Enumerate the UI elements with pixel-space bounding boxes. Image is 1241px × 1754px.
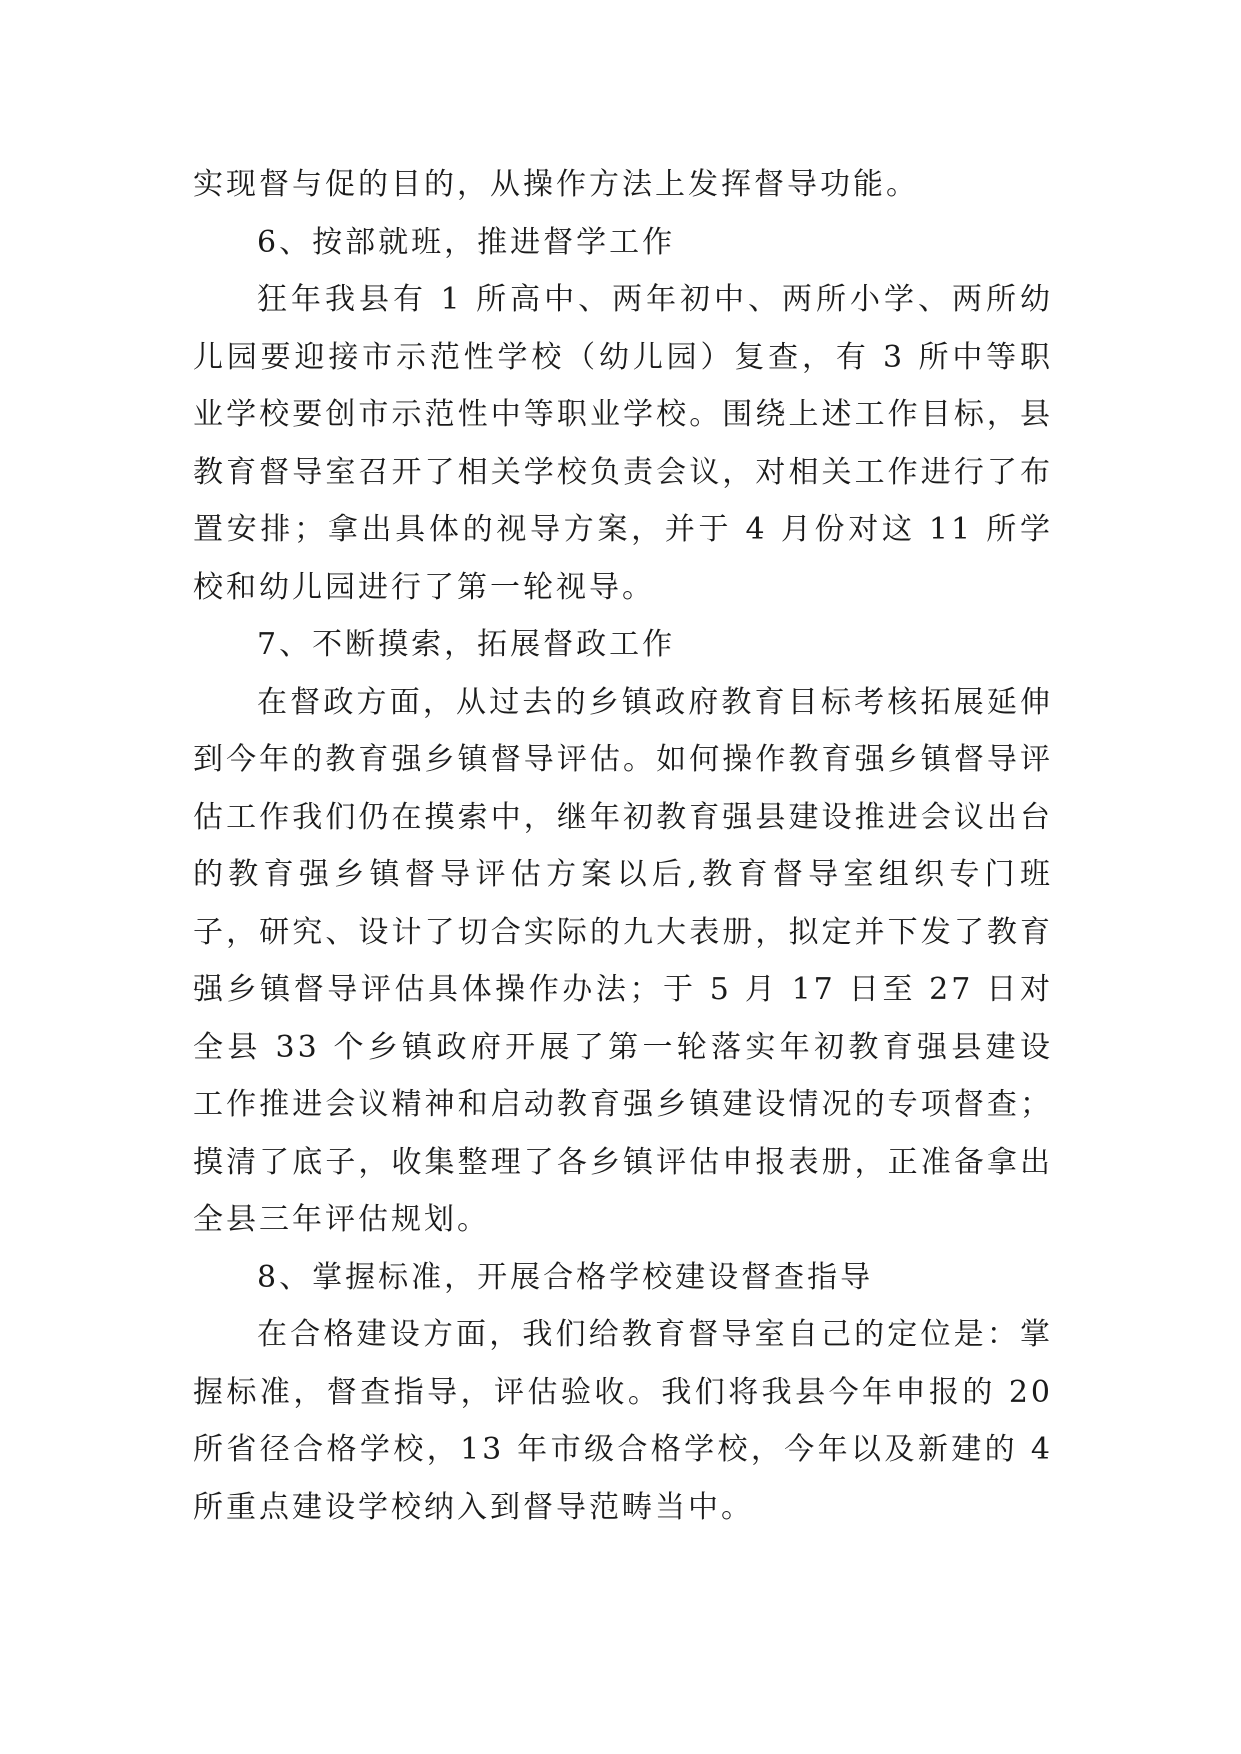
heading-7: 7、不断摸索，拓展督政工作 xyxy=(257,627,676,662)
heading-6: 6、按部就班，推进督学工作 xyxy=(257,224,676,260)
document-body xyxy=(193,156,1053,1536)
heading-8: 8、掌握标准，开展合格学校建设督查指导 xyxy=(257,1259,874,1295)
paragraph-2: 狂年我县有 1 所高中、两年初中、两所小学、两所幼儿园要迎接市示范性学校（幼儿园）复查，有 3 所中等职业学校要创市示范性中等职业学校。围绕上述工作目标，县教育督导室召开了相关学校负责会议，对相关工作进行了布置安排；拿出具体的视导方案，并于 4 月份对这 11 所学校和幼儿园进行了第一轮视导。 xyxy=(193,282,1053,605)
paragraph-1: 实现督与促的目的，从操作方法上发挥督导功能。 xyxy=(193,167,919,202)
paragraph-4: 在合格建设方面，我们给教育督导室自己的定位是：掌握标准，督查指导，评估验收。我们将我县今年申报的 20 所省径合格学校，13 年市级合格学校，今年以及新建的 4 所重点建设学校纳入到督导范畴当中。 xyxy=(193,1317,1053,1525)
paragraph-3: 在督政方面，从过去的乡镇政府教育目标考核拓展延伸到今年的教育强乡镇督导评估。如何操作教育强乡镇督导评估工作我们仍在摸索中，继年初教育强县建设推进会议出台的教育强乡镇督导评估方案以后,教育督导室组织专门班子，研究、设计了切合实际的九大表册，拟定并下发了教育强乡镇督导评估具体操作办法；于 5 月 17 日至 27 日对全县 33 个乡镇政府开展了第一轮落实年初教育强县建设工作推进会议精神和启动教育强乡镇建设情况的专项督查；摸清了底子，收集整理了各乡镇评估申报表册，正准备拿出全县三年评估规划。 xyxy=(193,684,1053,1237)
